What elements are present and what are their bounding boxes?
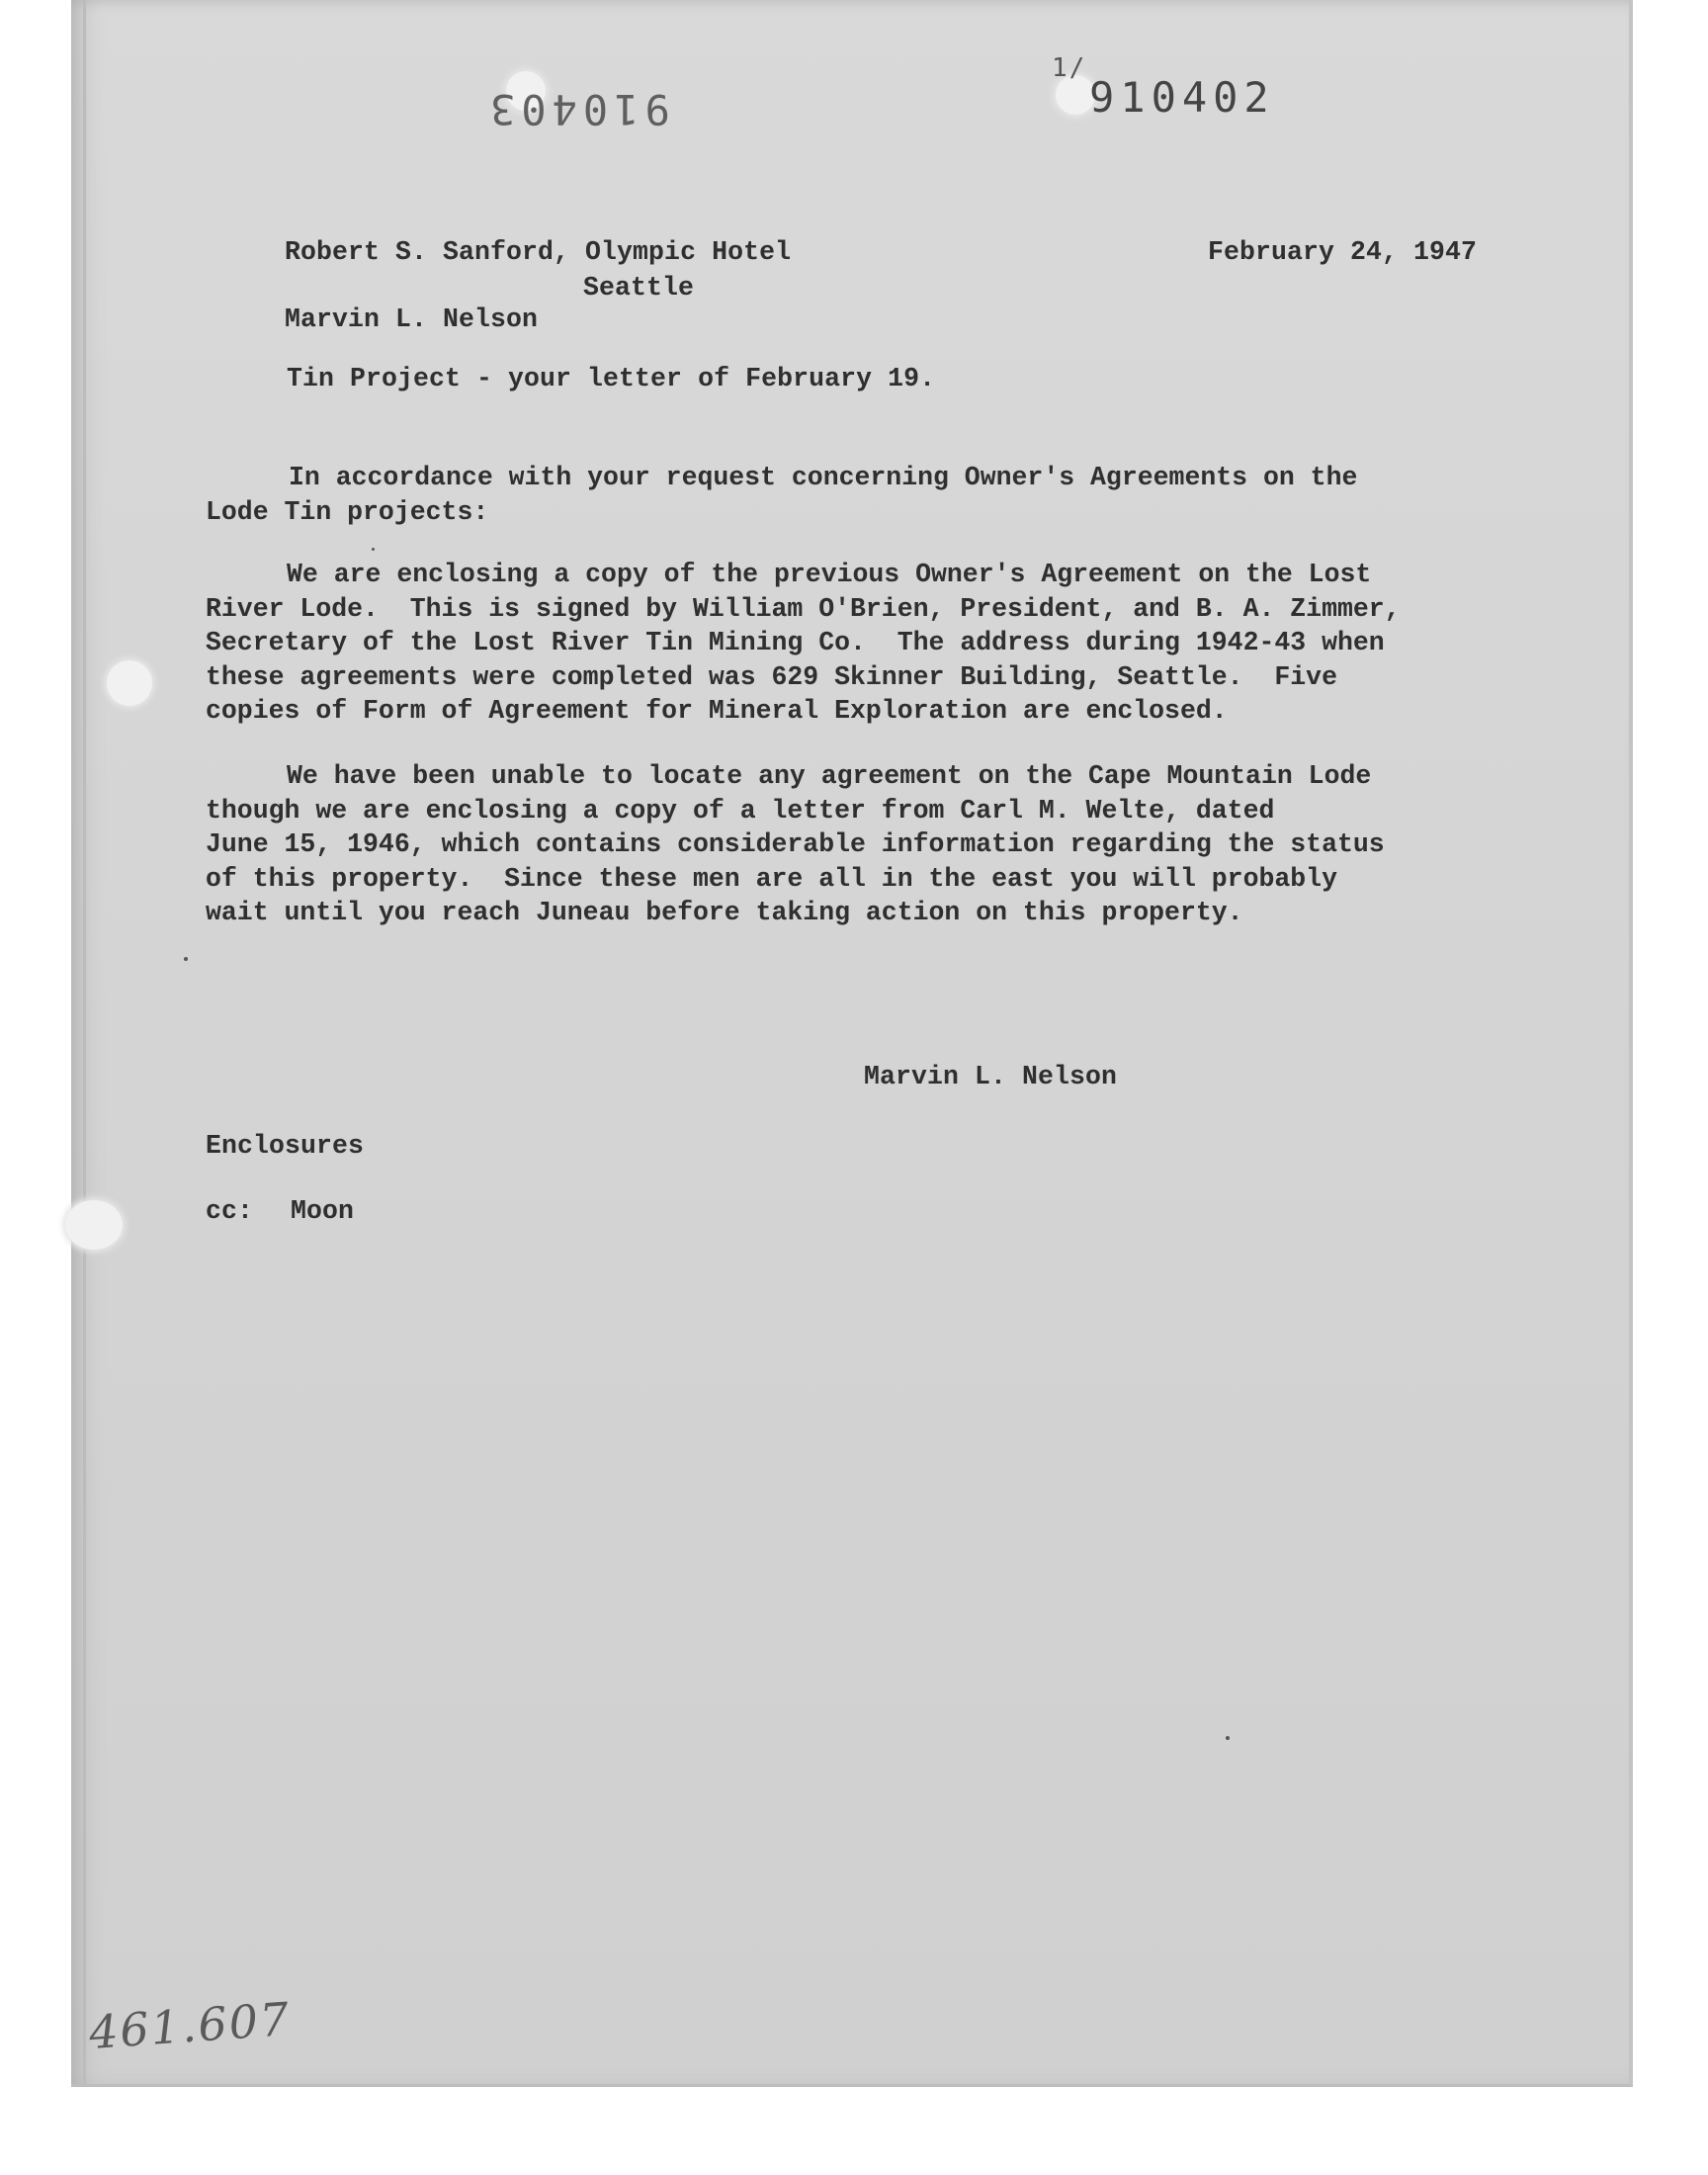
paragraph-line: June 15, 1946, which contains considerable information regarding the status [206,829,1385,859]
cc-name: Moon [291,1196,355,1226]
sender-line: Robert S. Sanford, Olympic Hotel [285,237,792,267]
punch-hole-left-middle [107,660,152,706]
paragraph-cape-mountain [206,759,1451,930]
paper-speck [184,957,188,961]
city-line: Seattle [583,273,695,303]
paragraph-line: of this property. Since these men are all in the east you will probably [206,863,1337,894]
paper-speck [372,548,375,551]
archive-stamp-mark: 1/ [1052,53,1087,83]
signature-line: Marvin L. Nelson [864,1062,1118,1091]
enclosures-line: Enclosures [206,1131,365,1161]
paragraph-line: Lode Tin projects: [206,496,489,527]
paragraph-line: these agreements were completed was 629 Skinner Building, Seattle. Five [206,661,1337,692]
paper-edge-shadow [83,0,86,2084]
paragraph-line: River Lode. This is signed by William O'Brien, President, and B. A. Zimmer, [206,593,1401,624]
recipient-line: Marvin L. Nelson [285,304,539,334]
archive-stamp-right: 910402 [1089,73,1275,122]
cc-label: cc: [206,1196,254,1226]
punch-hole-left-lower [65,1200,123,1250]
paragraph-lost-river [206,558,1451,729]
paragraph-intro [206,461,1451,529]
archive-stamp-left: 910403 [484,85,670,133]
paragraph-line: Secretary of the Lost River Tin Mining Co. The address during 1942-43 when [206,628,1385,657]
paragraph-line: We have been unable to locate any agreement on the Cape Mountain Lode [287,761,1372,791]
paragraph-line: wait until you reach Juneau before taking action on this property. [206,898,1243,927]
subject-line: Tin Project - your letter of February 19. [287,364,936,393]
paragraph-line: We are enclosing a copy of the previous Owner's Agreement on the Lost [287,560,1372,589]
paper-speck [1226,1736,1230,1740]
date-line: February 24, 1947 [1208,237,1478,267]
paragraph-line: though we are enclosing a copy of a letter from Carl M. Welte, dated [206,795,1275,826]
handwritten-file-number: 461.607 [87,1991,293,2060]
paragraph-line: In accordance with your request concerning Owner's Agreements on the [289,463,1358,492]
paragraph-line: copies of Form of Agreement for Mineral Exploration are enclosed. [206,696,1228,726]
